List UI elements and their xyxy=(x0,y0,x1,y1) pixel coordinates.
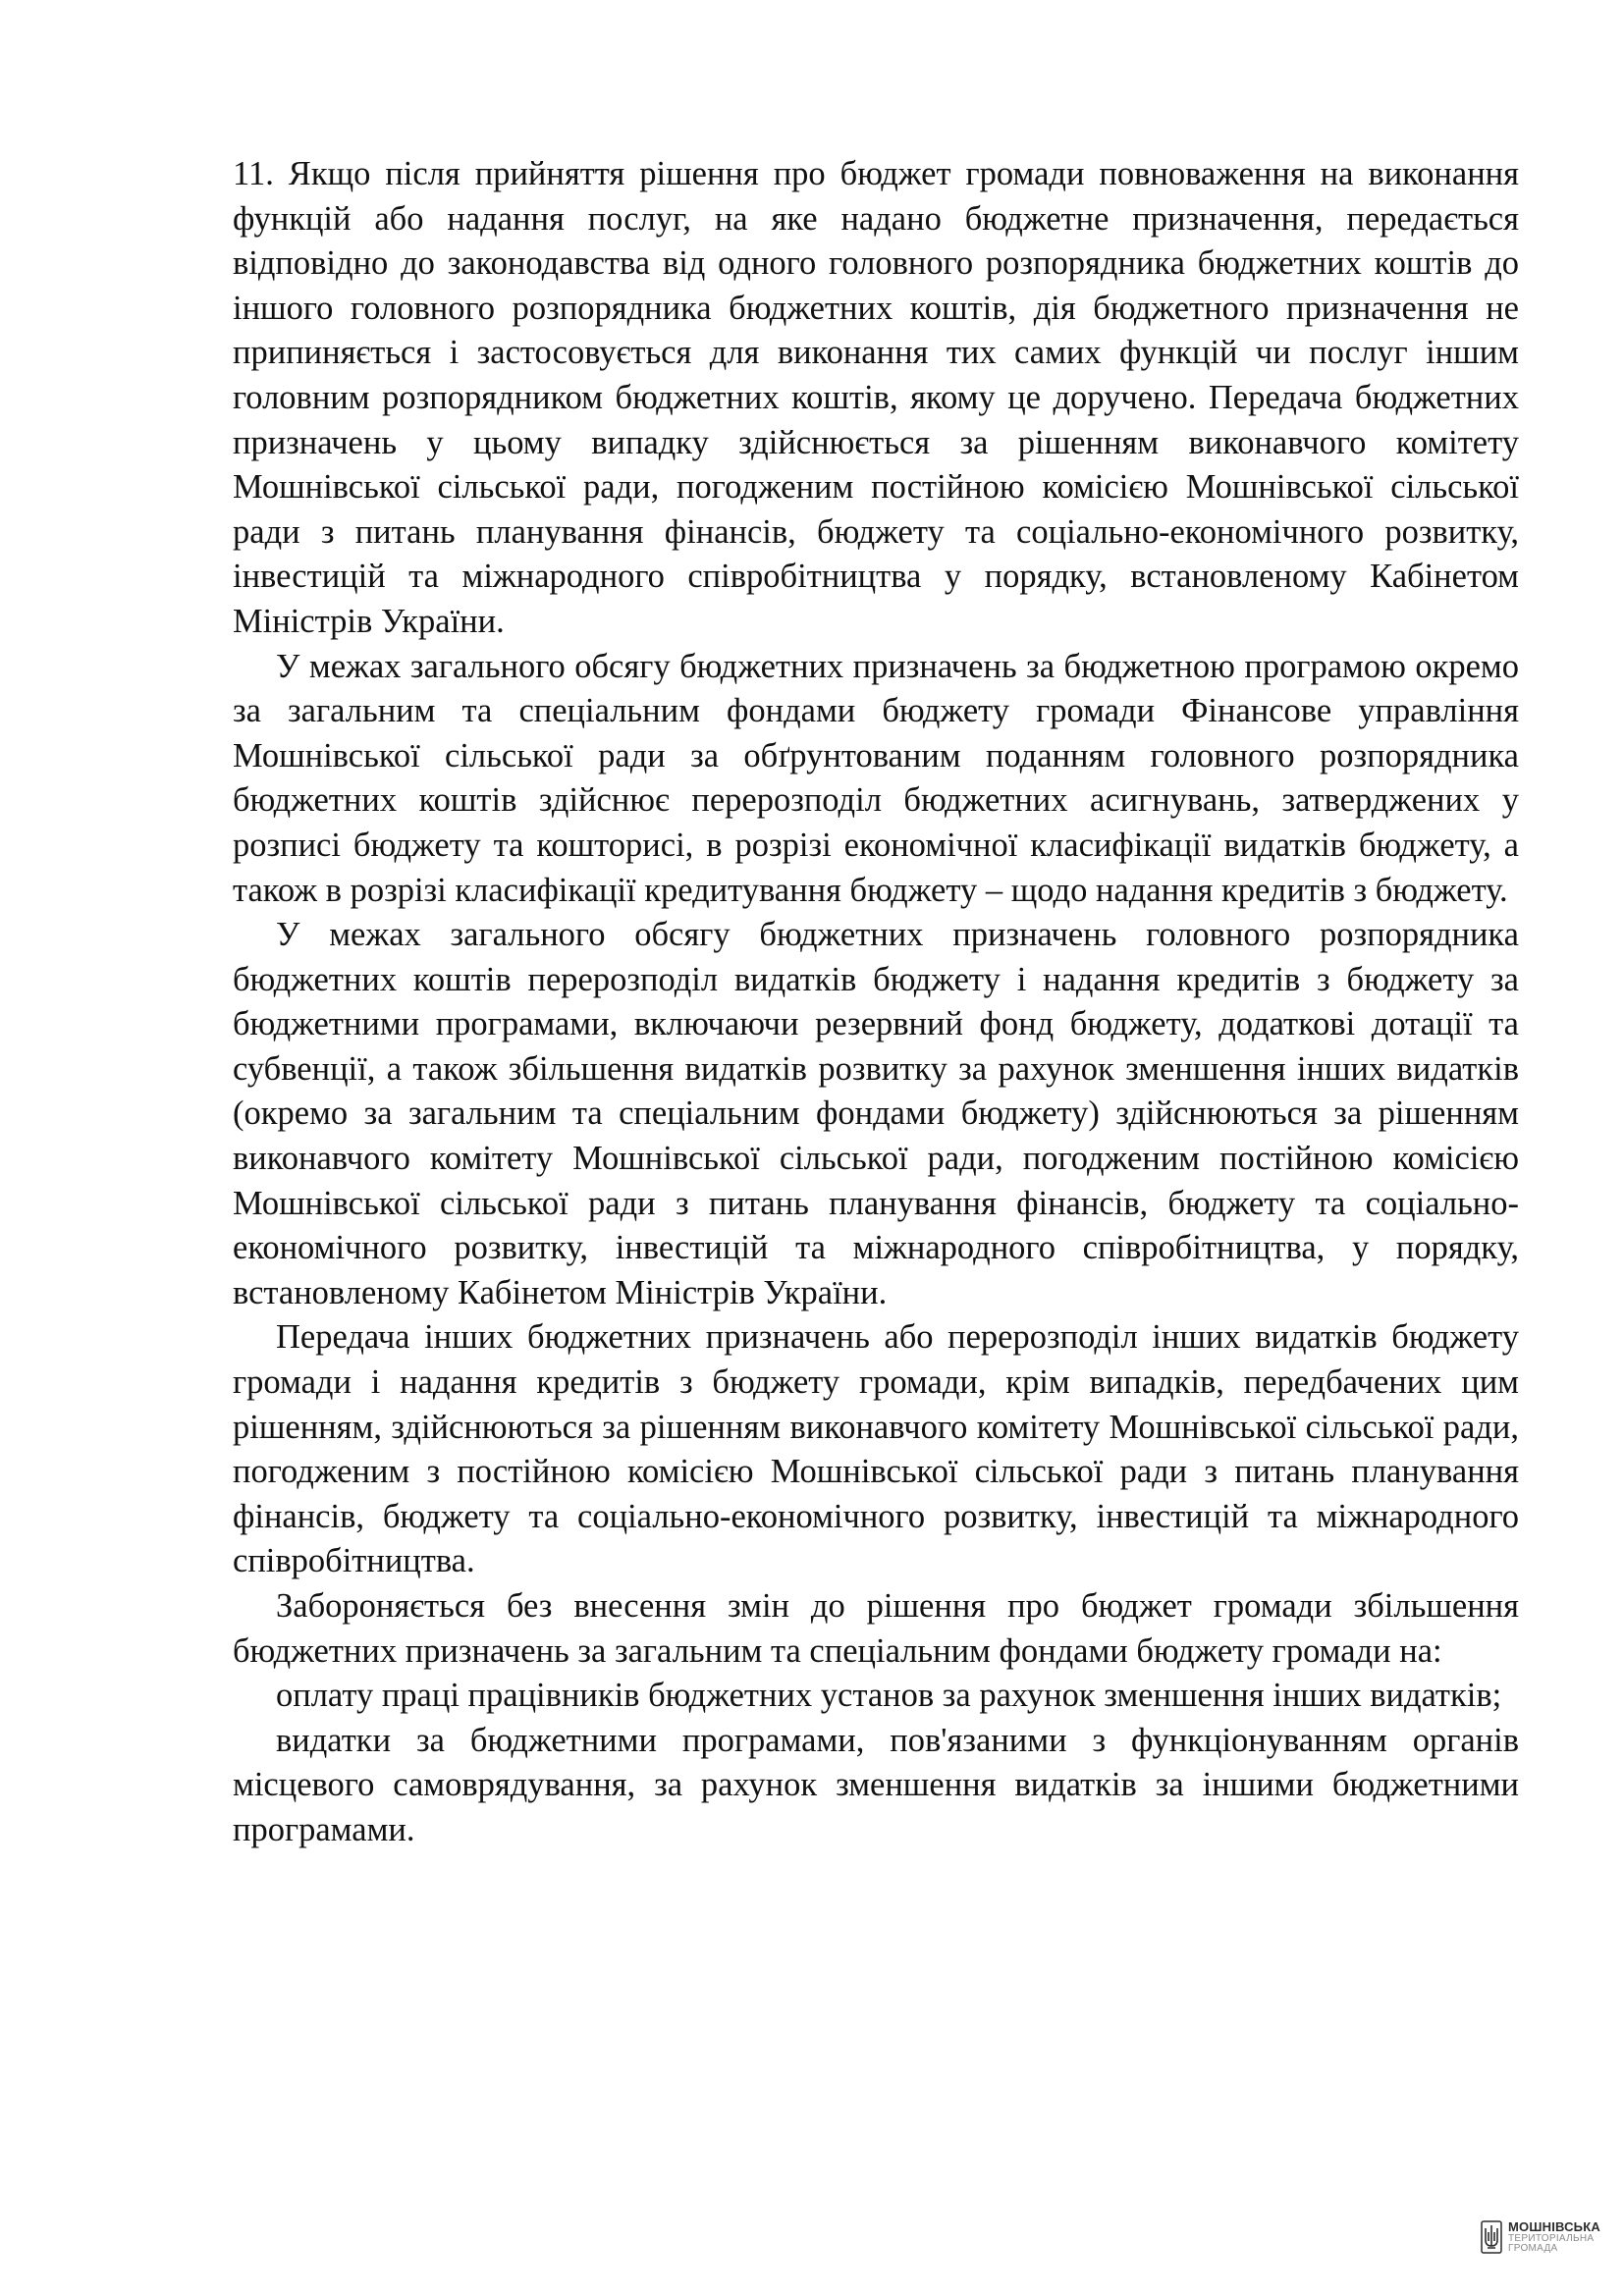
document-body xyxy=(233,152,1519,1853)
logo-subtitle-2: ГРОМАДА xyxy=(1508,2243,1558,2255)
paragraph-redistribution-program: У межах загального обсягу бюджетних призначень за бюджетною програмою окремо за загальним та спеціальним фондами бюджету громади Фінансове управління Мошнівської сільської ради за обґрунтованим поданням головного розпорядника бюджетних коштів здійснює перерозподіл бюджетних асигнувань, затверджених у розписі бюджету та кошторисі, в розрізі економічної класифікації видатків бюджету, а також в розрізі класифікації кредитування бюджету – щодо надання кредитів з бюджету. xyxy=(233,647,1519,909)
list-item-wages: оплату праці працівників бюджетних установ за рахунок зменшення інших видатків; xyxy=(276,1677,1502,1715)
paragraph-transfer-other: Передача інших бюджетних призначень або перерозподіл інших видатків бюджету громади і надання кредитів з бюджету громади, крім випадків, передбачених цим рішенням, здійснюються за рішенням виконавчого комітету Мошнівської сільської ради, погодженим з постійною комісією Мошнівської сільської ради з питань планування фінансів, бюджету та соціально-економічного розвитку, інвестицій та міжнародного співробітництва. xyxy=(233,1318,1519,1580)
logo-title: МОШНІВСЬКА xyxy=(1508,2219,1600,2234)
list-item-self-government: видатки за бюджетними програмами, пов'язаними з функціонуванням органів місцевого самоврядування, за рахунок зменшення видатків за іншими бюджетними програмами. xyxy=(233,1721,1519,1848)
logo-subtitle-1: ТЕРИТОРІАЛЬНА xyxy=(1508,2232,1595,2244)
community-logo xyxy=(1481,2220,1600,2255)
paragraph-redistribution-manager: У межах загального обсягу бюджетних призначень головного розпорядника бюджетних коштів перерозподіл видатків бюджету і надання кредитів з бюджету за бюджетними програмами, включаючи резервний фонд бюджету, додаткові дотації та субвенції, а також збільшення видатків розвитку за рахунок зменшення інших видатків (окремо за загальним та спеціальним фондами бюджету) здійснюються за рішенням виконавчого комітету Мошнівської сільської ради, погодженим постійною комісією Мошнівської сільської ради з питань планування фінансів, бюджету та соціально-економічного розвитку, інвестицій та міжнародного співробітництва, у порядку, встановленому Кабінетом Міністрів України. xyxy=(233,916,1519,1311)
paragraph-prohibition: Забороняється без внесення змін до рішення про бюджет громади збільшення бюджетних призначень за загальним та спеціальним фондами бюджету громади на: xyxy=(233,1587,1519,1670)
paragraph-11: 11. Якщо після прийняття рішення про бюджет громади повноваження на виконання функцій або надання послуг, на яке надано бюджетне призначення, передається відповідно до законодавства від одного головного розпорядника бюджетних коштів до іншого головного розпорядника бюджетних коштів, дія бюджетного призначення не припиняється і застосовується для виконання тих самих функцій чи послуг іншим головним розпорядником бюджетних коштів, якому це доручено. Передача бюджетних призначень у цьому випадку здійснюється за рішенням виконавчого комітету Мошнівської сільської ради, погодженим постійною комісією Мошнівської сільської ради з питань планування фінансів, бюджету та соціально-економічного розвитку, інвестицій та міжнародного співробітництва у порядку, встановленому Кабінетом Міністрів України. xyxy=(233,155,1519,640)
trident-emblem-icon xyxy=(1481,2220,1502,2254)
